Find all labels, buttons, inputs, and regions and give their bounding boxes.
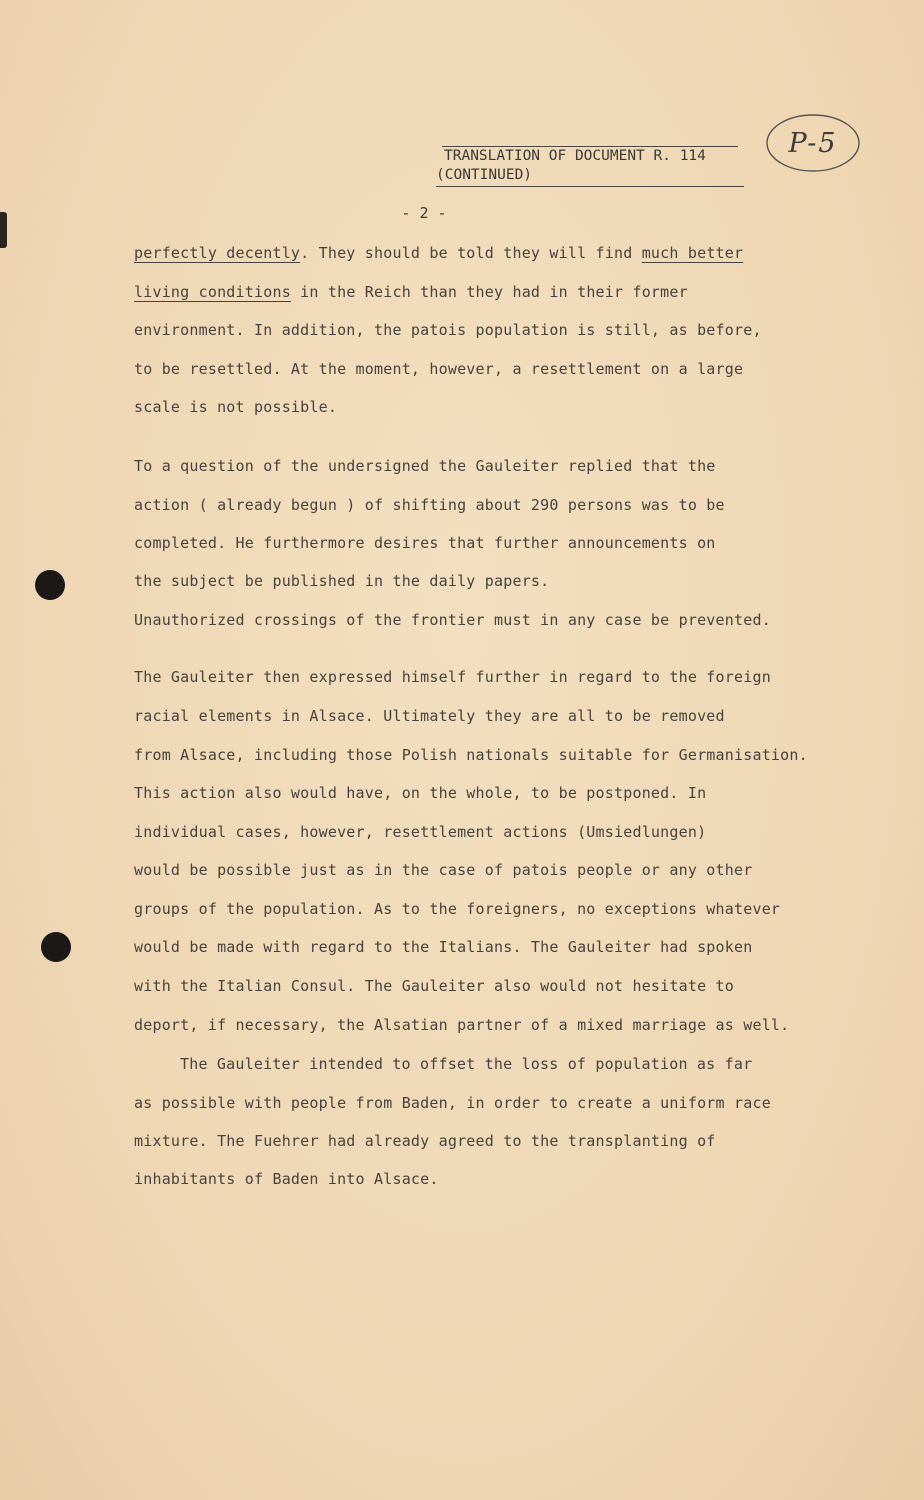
- header-title: TRANSLATION OF DOCUMENT R. 114: [444, 148, 706, 164]
- text-line: scale is not possible.: [134, 398, 338, 416]
- text-line: mixture. The Fuehrer had already agreed to the transplanting of: [134, 1132, 716, 1150]
- text-line: action ( already begun ) of shifting about 290 persons was to be: [134, 496, 725, 514]
- text-line: inhabitants of Baden into Alsace.: [134, 1170, 439, 1188]
- text-span: . They should be told they will find: [300, 244, 642, 262]
- text-line: to be resettled. At the moment, however, a resettlement on a large: [134, 360, 744, 378]
- text-line: groups of the population. As to the foreigners, no exceptions whatever: [134, 900, 781, 918]
- text-line: completed. He furthermore desires that further announcements on: [134, 534, 716, 552]
- punch-hole-top: [35, 570, 65, 600]
- text-line: would be possible just as in the case of patois people or any other: [134, 861, 753, 879]
- text-line: [134, 244, 743, 262]
- text-line: environment. In addition, the patois population is still, as before,: [134, 321, 762, 339]
- underlined-phrase: living conditions: [134, 283, 291, 301]
- text-line: as possible with people from Baden, in order to create a uniform race: [134, 1094, 771, 1112]
- stamp-label: P-5: [788, 127, 838, 159]
- page-number: - 2 -: [401, 204, 447, 222]
- handwritten-exhibit-stamp: [764, 112, 862, 174]
- underlined-phrase: much better: [641, 244, 744, 262]
- text-line: deport, if necessary, the Alsatian partner of a mixed marriage as well.: [134, 1016, 790, 1034]
- header-bottom-rule: [436, 186, 744, 187]
- text-line: To a question of the undersigned the Gauleiter replied that the: [134, 457, 716, 475]
- binding-edge-mark: [0, 212, 7, 248]
- text-span: in the Reich than they had in their former: [290, 283, 688, 301]
- punch-hole-bottom: [41, 932, 71, 962]
- underlined-phrase: perfectly decently: [134, 244, 301, 262]
- header-subtitle: (CONTINUED): [436, 167, 533, 183]
- text-line: would be made with regard to the Italians. The Gauleiter had spoken: [134, 938, 753, 956]
- text-line: The Gauleiter intended to offset the loss of population as far: [180, 1055, 753, 1073]
- text-line: This action also would have, on the whole, to be postponed. In: [134, 784, 707, 802]
- text-line: with the Italian Consul. The Gauleiter also would not hesitate to: [134, 977, 734, 995]
- text-line: racial elements in Alsace. Ultimately they are all to be removed: [134, 707, 725, 725]
- text-line: individual cases, however, resettlement actions (Umsiedlungen): [134, 823, 707, 841]
- text-line: The Gauleiter then expressed himself further in regard to the foreign: [134, 668, 771, 686]
- text-line: the subject be published in the daily papers.: [134, 572, 550, 590]
- text-line: from Alsace, including those Polish nationals suitable for Germanisation.: [134, 746, 808, 764]
- text-line: [134, 283, 688, 301]
- text-line: Unauthorized crossings of the frontier must in any case be prevented.: [134, 611, 771, 629]
- document-header: [436, 146, 746, 187]
